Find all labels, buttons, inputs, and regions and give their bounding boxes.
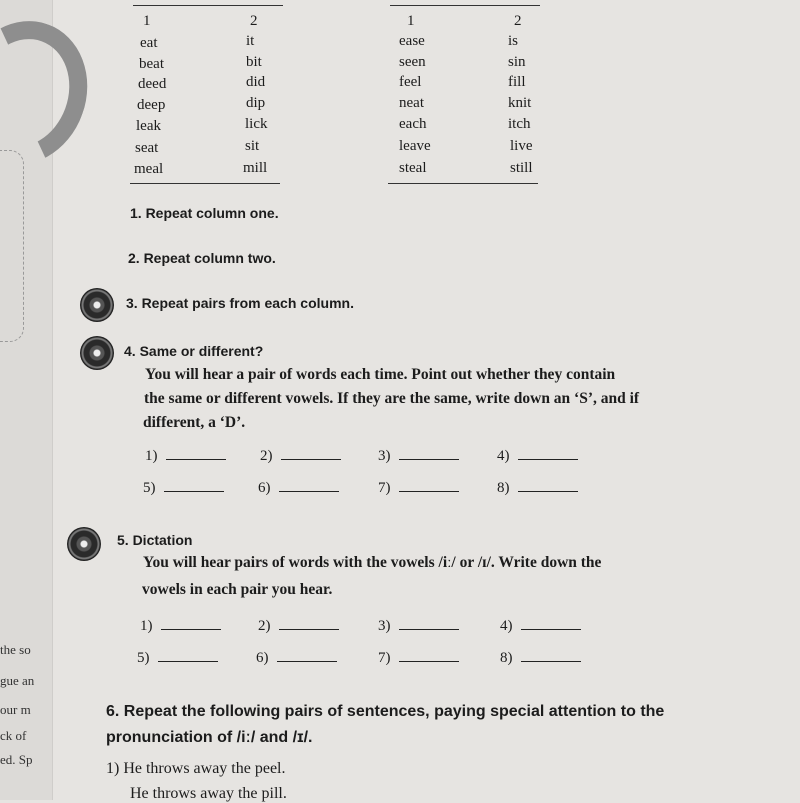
answer-blank[interactable] bbox=[497, 447, 578, 465]
word: ease bbox=[399, 33, 425, 49]
blank-number: 1) bbox=[140, 618, 153, 634]
word: beat bbox=[139, 56, 164, 72]
facing-page bbox=[0, 0, 53, 800]
exercise-4-instructions: You will hear a pair of words each time. Point out whether they contain bbox=[145, 366, 616, 383]
facing-text: gue an bbox=[0, 673, 35, 688]
word: feel bbox=[399, 74, 422, 90]
cd-audio-icon[interactable] bbox=[80, 336, 114, 370]
word: meal bbox=[134, 161, 164, 177]
answer-blank[interactable] bbox=[378, 447, 459, 465]
word: sit bbox=[245, 138, 260, 154]
exercise-5-instructions: You will hear pairs of words with the vowels /iː/ or /ɪ/. Write down the bbox=[143, 554, 602, 571]
column-header: 2 bbox=[514, 13, 522, 29]
answer-blank[interactable] bbox=[140, 617, 221, 635]
blank-number: 4) bbox=[497, 448, 510, 464]
facing-text: ck of bbox=[0, 728, 27, 743]
blank-number: 7) bbox=[378, 480, 391, 496]
table-rule bbox=[133, 5, 283, 6]
answer-blank[interactable] bbox=[143, 479, 224, 497]
answer-blank[interactable] bbox=[378, 649, 459, 667]
word: did bbox=[246, 74, 266, 90]
word: eat bbox=[140, 35, 158, 51]
word: mill bbox=[243, 160, 268, 176]
word: bit bbox=[246, 54, 262, 70]
word: deed bbox=[138, 76, 167, 92]
word: live bbox=[510, 138, 533, 154]
blank-number: 5) bbox=[143, 480, 156, 496]
answer-blank[interactable] bbox=[137, 649, 218, 667]
blank-number: 6) bbox=[256, 650, 269, 666]
word: deep bbox=[137, 97, 166, 113]
blank-number: 4) bbox=[500, 618, 513, 634]
exercise-3-title: 3. Repeat pairs from each column. bbox=[126, 295, 354, 311]
blank-number: 3) bbox=[378, 618, 391, 634]
blank-number: 1) bbox=[145, 448, 158, 464]
word: sin bbox=[508, 54, 526, 70]
answer-blank[interactable] bbox=[500, 617, 581, 635]
blank-number: 3) bbox=[378, 448, 391, 464]
exercise-4-title: 4. Same or different? bbox=[124, 343, 264, 359]
exercise-6-title: 6. Repeat the following pairs of sentences, paying special attention to the bbox=[106, 703, 665, 720]
exercise-1-title: 1. Repeat column one. bbox=[130, 205, 279, 221]
blank-number: 6) bbox=[258, 480, 271, 496]
sentence: 1) He throws away the peel. bbox=[106, 760, 286, 777]
answer-blank[interactable] bbox=[258, 617, 339, 635]
blank-number: 8) bbox=[500, 650, 513, 666]
facing-text: the so bbox=[0, 642, 31, 657]
word: is bbox=[508, 33, 519, 49]
word: neat bbox=[399, 95, 424, 111]
exercise-4-instructions: different, a ‘D’. bbox=[143, 414, 246, 431]
word: lick bbox=[245, 116, 268, 132]
exercise-5-title: 5. Dictation bbox=[117, 532, 193, 548]
word: leak bbox=[136, 118, 161, 134]
sentence: He throws away the pill. bbox=[130, 785, 287, 802]
answer-blank[interactable] bbox=[256, 649, 337, 667]
answer-blank[interactable] bbox=[378, 479, 459, 497]
column-header: 1 bbox=[143, 13, 151, 29]
blank-number: 2) bbox=[258, 618, 271, 634]
word: seat bbox=[135, 140, 159, 156]
word: dip bbox=[246, 95, 266, 111]
column-header: 2 bbox=[250, 13, 258, 29]
dashed-box bbox=[0, 150, 24, 342]
word: seen bbox=[399, 54, 426, 70]
word: still bbox=[510, 160, 533, 176]
answer-blank[interactable] bbox=[145, 447, 226, 465]
table-rule bbox=[130, 183, 280, 184]
facing-text: ed. Sp bbox=[0, 752, 33, 767]
answer-blank[interactable] bbox=[500, 649, 581, 667]
word: fill bbox=[508, 74, 526, 90]
column-header: 1 bbox=[407, 13, 415, 29]
answer-blank[interactable] bbox=[497, 479, 578, 497]
word: each bbox=[399, 116, 427, 132]
exercise-6-title: pronunciation of /iː/ and /ɪ/. bbox=[106, 729, 313, 746]
table-rule bbox=[390, 5, 540, 6]
word: steal bbox=[399, 160, 427, 176]
blank-number: 8) bbox=[497, 480, 510, 496]
word: knit bbox=[508, 95, 532, 111]
word: leave bbox=[399, 138, 431, 154]
answer-blank[interactable] bbox=[378, 617, 459, 635]
cd-audio-icon[interactable] bbox=[80, 288, 114, 322]
answer-blank[interactable] bbox=[260, 447, 341, 465]
blank-number: 7) bbox=[378, 650, 391, 666]
table-rule bbox=[388, 183, 538, 184]
answer-blank[interactable] bbox=[258, 479, 339, 497]
blank-number: 2) bbox=[260, 448, 273, 464]
exercise-2-title: 2. Repeat column two. bbox=[128, 250, 276, 266]
facing-text: our m bbox=[0, 702, 31, 717]
word: it bbox=[246, 33, 255, 49]
exercise-4-instructions: the same or different vowels. If they are the same, write down an ‘S’, and if bbox=[144, 390, 640, 407]
word: itch bbox=[508, 116, 531, 132]
blank-number: 5) bbox=[137, 650, 150, 666]
exercise-5-instructions: vowels in each pair you hear. bbox=[142, 581, 333, 598]
cd-audio-icon[interactable] bbox=[67, 527, 101, 561]
